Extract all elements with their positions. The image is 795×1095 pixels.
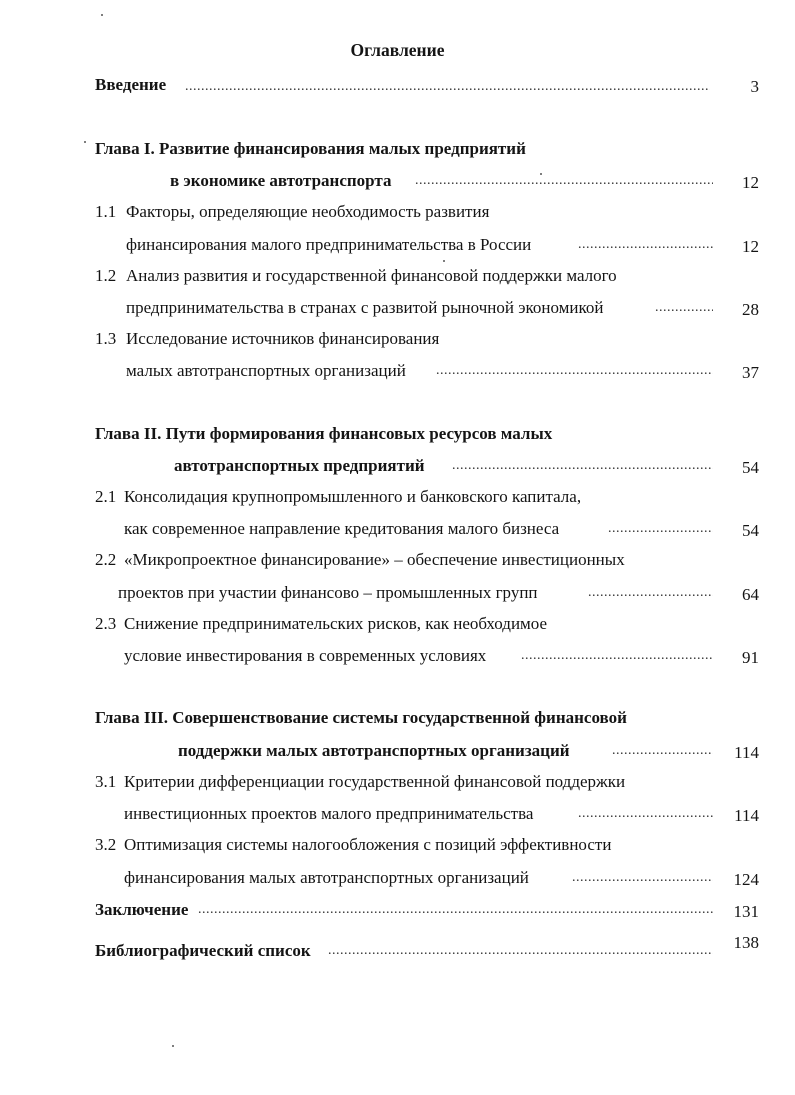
scan-speck	[443, 260, 445, 262]
section-2-1-page: 54	[742, 521, 759, 540]
section-2-2-number: 2.2	[95, 550, 117, 569]
toc-leader	[415, 168, 713, 194]
toc-leader	[612, 738, 713, 764]
section-1-1-number: 1.1	[95, 202, 117, 221]
chapter-1-title-line2: в экономике автотранспорта	[170, 171, 392, 190]
toc-intro-label: Введение	[95, 75, 167, 94]
section-1-3-page: 37	[742, 363, 759, 382]
toc-leader	[578, 801, 713, 827]
section-3-2-number: 3.2	[95, 835, 117, 854]
section-2-2-page: 64	[742, 585, 759, 604]
section-1-2-line2: предпринимательства в странах с развитой рыночной экономикой	[126, 298, 604, 317]
toc-leader	[578, 232, 713, 258]
toc-leader	[521, 643, 713, 669]
section-3-1-line2: инвестиционных проектов малого предпринимательства	[124, 804, 534, 823]
toc-leader	[608, 516, 713, 542]
toc-leader	[655, 295, 713, 321]
toc-conclusion-page: 131	[733, 902, 759, 921]
toc-leader	[328, 938, 713, 964]
section-1-3-number: 1.3	[95, 329, 117, 348]
chapter-3-page: 114	[734, 743, 759, 762]
toc-leader	[572, 865, 713, 891]
section-2-3-line1: Снижение предпринимательских рисков, как необходимое	[124, 614, 548, 633]
section-2-2-line2: проектов при участии финансово – промышленных групп	[118, 583, 538, 602]
chapter-2-title-line1: Глава II. Пути формирования финансовых ресурсов малых	[95, 424, 553, 443]
chapter-1-page: 12	[742, 173, 759, 192]
toc-leader	[588, 580, 713, 606]
section-3-2-page: 124	[733, 870, 759, 889]
toc-intro-page: 3	[750, 77, 759, 96]
chapter-3-title-line2: поддержки малых автотранспортных организаций	[178, 741, 570, 760]
toc-leader	[198, 897, 713, 923]
section-3-1-line1: Критерии дифференциации государственной финансовой поддержки	[124, 772, 626, 791]
toc-bibliography-page: 138	[733, 933, 759, 952]
section-2-3-page: 91	[742, 648, 759, 667]
section-3-2-line1: Оптимизация системы налогообложения с позиций эффективности	[124, 835, 612, 854]
section-2-1-line1: Консолидация крупнопромышленного и банковского капитала,	[124, 487, 582, 506]
section-2-3-number: 2.3	[95, 614, 117, 633]
toc-bibliography-label: Библиографический список	[95, 941, 311, 960]
chapter-2-title-line2: автотранспортных предприятий	[174, 456, 425, 475]
section-3-2-line2: финансирования малых автотранспортных организаций	[124, 868, 529, 887]
scan-speck	[84, 141, 86, 143]
page-title: Оглавление	[350, 40, 445, 60]
chapter-1-title-line1: Глава I. Развитие финансирования малых предприятий	[95, 139, 526, 158]
toc-leader	[185, 74, 710, 100]
chapter-2-page: 54	[742, 458, 759, 477]
scan-speck	[172, 1045, 174, 1047]
section-3-1-page: 114	[734, 806, 759, 825]
section-2-3-line2: условие инвестирования в современных условиях	[124, 646, 487, 665]
scan-speck	[540, 173, 542, 175]
toc-leader	[452, 453, 713, 479]
section-1-1-line2: финансирования малого предпринимательства в России	[126, 235, 532, 254]
section-1-2-line1: Анализ развития и государственной финансовой поддержки малого	[126, 266, 617, 285]
section-2-2-line1: «Микропроектное финансирование» – обеспечение инвестиционных	[124, 550, 625, 569]
section-3-1-number: 3.1	[95, 772, 117, 791]
section-2-1-number: 2.1	[95, 487, 117, 506]
toc-conclusion-label: Заключение	[95, 900, 189, 919]
section-1-1-line1: Факторы, определяющие необходимость развития	[126, 202, 490, 221]
section-1-2-number: 1.2	[95, 266, 117, 285]
toc-leader	[436, 358, 713, 384]
section-1-2-page: 28	[742, 300, 759, 319]
section-1-3-line2: малых автотранспортных организаций	[126, 361, 406, 380]
section-1-3-line1: Исследование источников финансирования	[126, 329, 440, 348]
chapter-3-title-line1: Глава III. Совершенствование системы государственной финансовой	[95, 708, 627, 727]
section-1-1-page: 12	[742, 237, 759, 256]
scan-speck	[101, 14, 103, 16]
section-2-1-line2: как современное направление кредитования малого бизнеса	[124, 519, 560, 538]
